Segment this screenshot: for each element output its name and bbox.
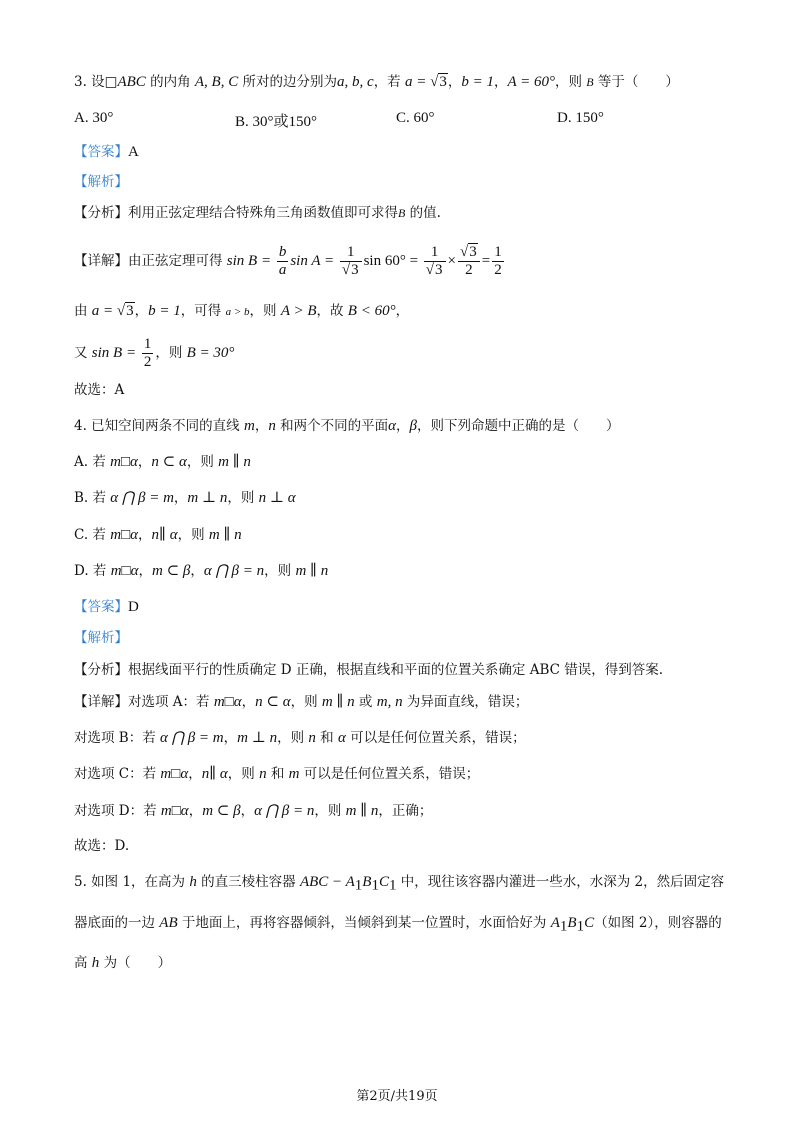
q3-analysis-label: 【解析】 bbox=[74, 174, 128, 190]
q3-answer: 【答案】A bbox=[74, 144, 139, 160]
page-footer: 第2页/共19页 bbox=[356, 1089, 438, 1104]
q3-option-a: A. 30° bbox=[74, 110, 114, 126]
q4-answer: 【答案】D bbox=[74, 599, 139, 615]
q5-stem-line2: 器底面的一边 AB 于地面上，再将容器倾斜，当倾斜到某一位置时，水面恰好为 $A_1B_1C$（如图 2），则容器的 bbox=[74, 915, 722, 935]
q3-choose: 故选：A bbox=[74, 382, 125, 398]
q4-detail-d: 对选项 D：若 m□α，m ⊂ β，α ⋂ β = n，则 m ∥ n，正确； bbox=[74, 803, 433, 819]
q3-step3: 又 sin B = $\frac{1}{2}$ ，则 B = 30° bbox=[74, 336, 235, 370]
q3-step2: 由 a = √3，b = 1，可得 a > b，则 A > B，故 B < 60°， bbox=[74, 303, 410, 319]
q3-xiangjie: 【详解】由正弦定理可得 sin B = $\frac{b}{a}$ sin A = $\frac{1}{√3}$ sin 60° = $\frac{1}{√3}$ × $\frac{√3}{2}$ = $\frac{1}{2}$ bbox=[74, 244, 502, 278]
q3-option-d: D. 150° bbox=[557, 110, 604, 126]
q4-choose: 故选：D. bbox=[74, 838, 130, 854]
q4-option-c: C. 若 m□α，n∥ α，则 m ∥ n bbox=[74, 527, 242, 543]
q4-option-b: B. 若 α ⋂ β = m，m ⊥ n，则 n ⊥ α bbox=[74, 490, 296, 506]
q3-stem: 3. 设□ABC 的内角 A, B, C 所对的边分别为a, b, c，若 a = √3，b = 1，A = 60°，则 B 等于（ ） bbox=[74, 74, 679, 90]
q4-detail-b: 对选项 B：若 α ⋂ β = m，m ⊥ n，则 n 和 α 可以是任何位置关系，错误； bbox=[74, 730, 526, 746]
q4-detail-a: 【详解】对选项 A：若 m□α，n ⊂ α，则 m ∥ n 或 m, n 为异面直线，错误； bbox=[74, 694, 529, 710]
q4-option-d: D. 若 m□α，m ⊂ β，α ⋂ β = n，则 m ∥ n bbox=[74, 563, 329, 579]
q3-fenxi: 【分析】利用正弦定理结合特殊角三角函数值即可求得B 的值. bbox=[74, 205, 441, 221]
q5-stem-line1: 5. 如图 1，在高为 h 的直三棱柱容器 ABC − $A_1B_1C_1$ 中，现往该容器内灌进一些水，水深为 2，然后固定容 bbox=[74, 874, 725, 894]
q3-option-b: B. 30°或150° bbox=[235, 114, 318, 130]
q4-stem: 4. 已知空间两条不同的直线 m，n 和两个不同的平面α，β，则下列命题中正确的是（ ） bbox=[74, 418, 620, 434]
q4-detail-c: 对选项 C：若 m□α，n∥ α，则 n 和 m 可以是任何位置关系，错误； bbox=[74, 766, 480, 782]
q4-fenxi: 【分析】根据线面平行的性质确定 D 正确，根据直线和平面的位置关系确定 ABC 错误，得到答案. bbox=[74, 662, 664, 678]
q4-option-a: A. 若 m□α，n ⊂ α，则 m ∥ n bbox=[74, 454, 251, 470]
q5-stem-line3: 高 h 为（ ） bbox=[74, 955, 172, 971]
q4-analysis-label: 【解析】 bbox=[74, 630, 128, 646]
q3-option-c: C. 60° bbox=[396, 110, 435, 126]
